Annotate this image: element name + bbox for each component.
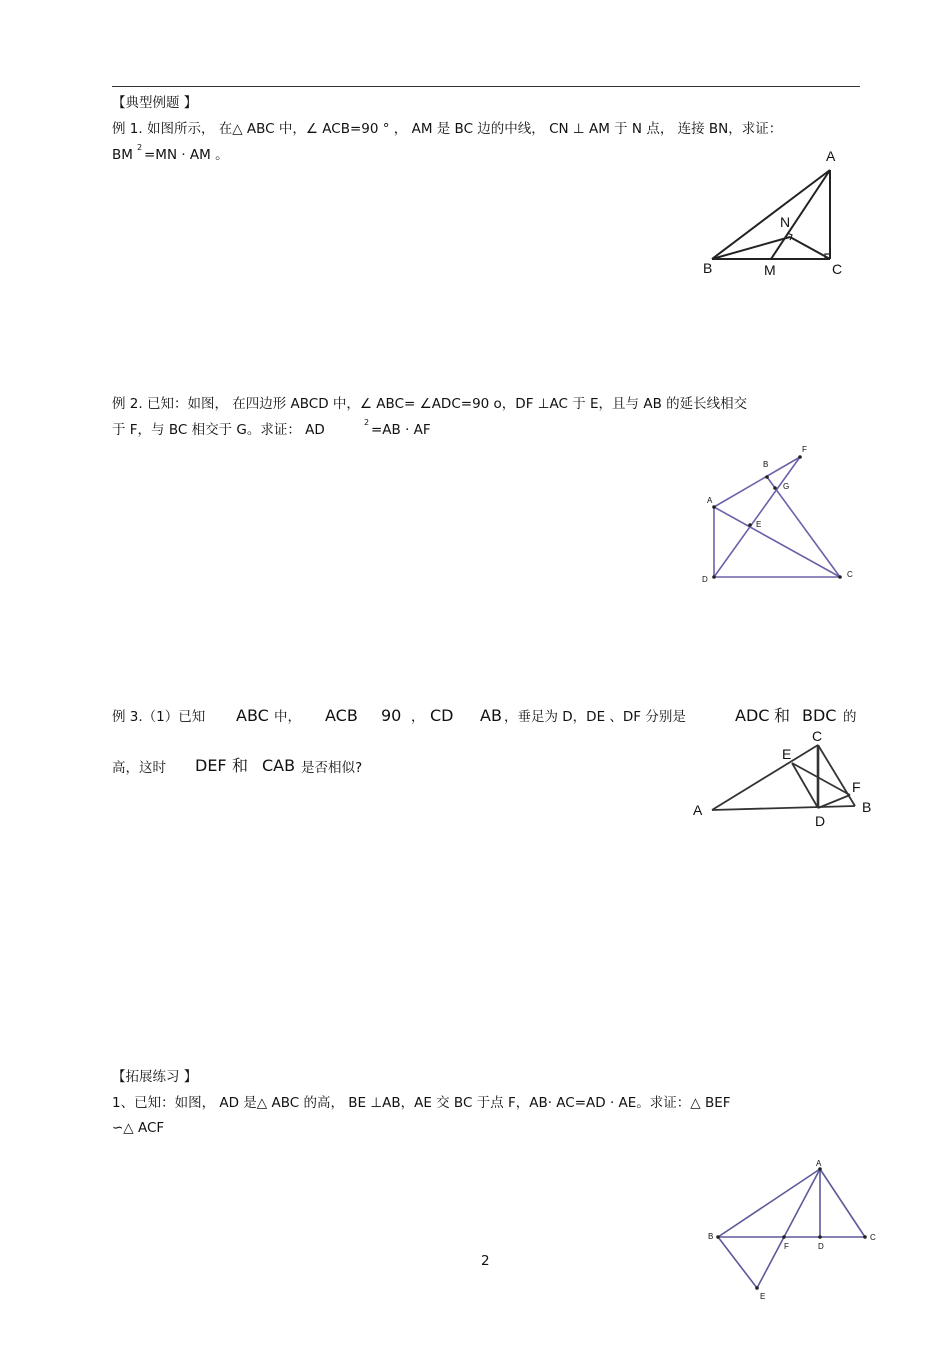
example2-line2-pre: 于 F，与 BC 相交于 G。求证： AD — [112, 422, 325, 438]
fig2-label-d: D — [702, 575, 708, 584]
fig1-label-n: N — [780, 214, 791, 230]
fig4-label-c: C — [870, 1233, 876, 1242]
example1-line1: 例 1. 如图所示， 在△ ABC 中，∠ ACB=90 ° ， AM 是 BC 边的中线， CN ⊥ AM 于 N 点， 连接 BN，求证： — [112, 121, 783, 137]
fig3-label-f: F — [852, 779, 861, 795]
fig4-label-d: D — [818, 1242, 824, 1251]
example3-acb: ACB — [325, 706, 358, 725]
example3-abc: ABC — [236, 706, 269, 725]
example1-superscript: 2 — [137, 143, 143, 152]
example3-line2-prefix: 高，这时 — [112, 760, 166, 776]
example3-zhong: 中， — [274, 709, 301, 725]
fig3-label-e: E — [782, 746, 792, 762]
example2-superscript: 2 — [364, 418, 370, 427]
example3-90: 90 — [381, 706, 402, 725]
example3-he2: 和 — [232, 756, 249, 775]
example3-def: DEF — [195, 756, 227, 775]
example2-line1: 例 2. 已知：如图， 在四边形 ABCD 中，∠ ABC= ∠ADC=90 o，DF ⊥AC 于 E，且与 AB 的延长线相交 — [112, 396, 748, 412]
fig2-label-f: F — [802, 445, 807, 454]
example1-line2-pre: BM — [112, 147, 133, 163]
fig1-label-a: A — [826, 148, 836, 164]
fig4-label-b: B — [708, 1232, 714, 1241]
section-heading-examples: 【典型例题 】 — [112, 95, 198, 111]
example3-comma: ， — [411, 709, 425, 725]
example3-question: 是否相似? — [301, 760, 363, 776]
practice1-line1: 1、已知：如图， AD 是△ ABC 的高， BE ⊥AB，AE 交 BC 于点 F，AB· AC=AD · AE。求证：△ BEF — [112, 1095, 731, 1111]
fig3-label-a: A — [693, 802, 703, 818]
section-heading-practice: 【拓展练习 】 — [112, 1069, 198, 1085]
fig1-label-c: C — [832, 261, 843, 277]
practice1-line2: ∽△ ACF — [112, 1120, 165, 1136]
fig2-label-g: G — [783, 482, 790, 491]
example1-line2-post: =MN · AM 。 — [144, 147, 229, 163]
example3-he1: 和 — [774, 706, 791, 725]
fig2-label-e: E — [756, 520, 762, 529]
example3-cd: CD — [430, 706, 454, 725]
fig4-label-a: A — [816, 1159, 822, 1168]
example3-de: 的 — [843, 709, 857, 725]
fig2-label-b: B — [763, 460, 769, 469]
fig3-label-c: C — [812, 728, 823, 744]
fig1-label-m: M — [764, 262, 776, 278]
example3-perp-text: ，垂足为 D，DE 、DF 分别是 — [504, 709, 686, 725]
page-number: 2 — [481, 1253, 490, 1269]
fig4-label-e: E — [760, 1292, 766, 1301]
example3-ab: AB — [480, 706, 502, 725]
fig1-label-b: B — [703, 260, 713, 276]
example3-cab: CAB — [262, 756, 296, 775]
fig4-label-f: F — [784, 1242, 789, 1251]
fig3-label-d: D — [815, 813, 826, 829]
fig3-label-b: B — [862, 799, 872, 815]
example3-adc: ADC — [735, 706, 770, 725]
example3-prefix: 例 3.（1）已知 — [112, 709, 206, 725]
fig2-label-a: A — [707, 496, 713, 505]
fig2-label-c: C — [847, 570, 853, 579]
example3-bdc: BDC — [802, 706, 837, 725]
example2-line2-post: =AB · AF — [371, 422, 431, 438]
